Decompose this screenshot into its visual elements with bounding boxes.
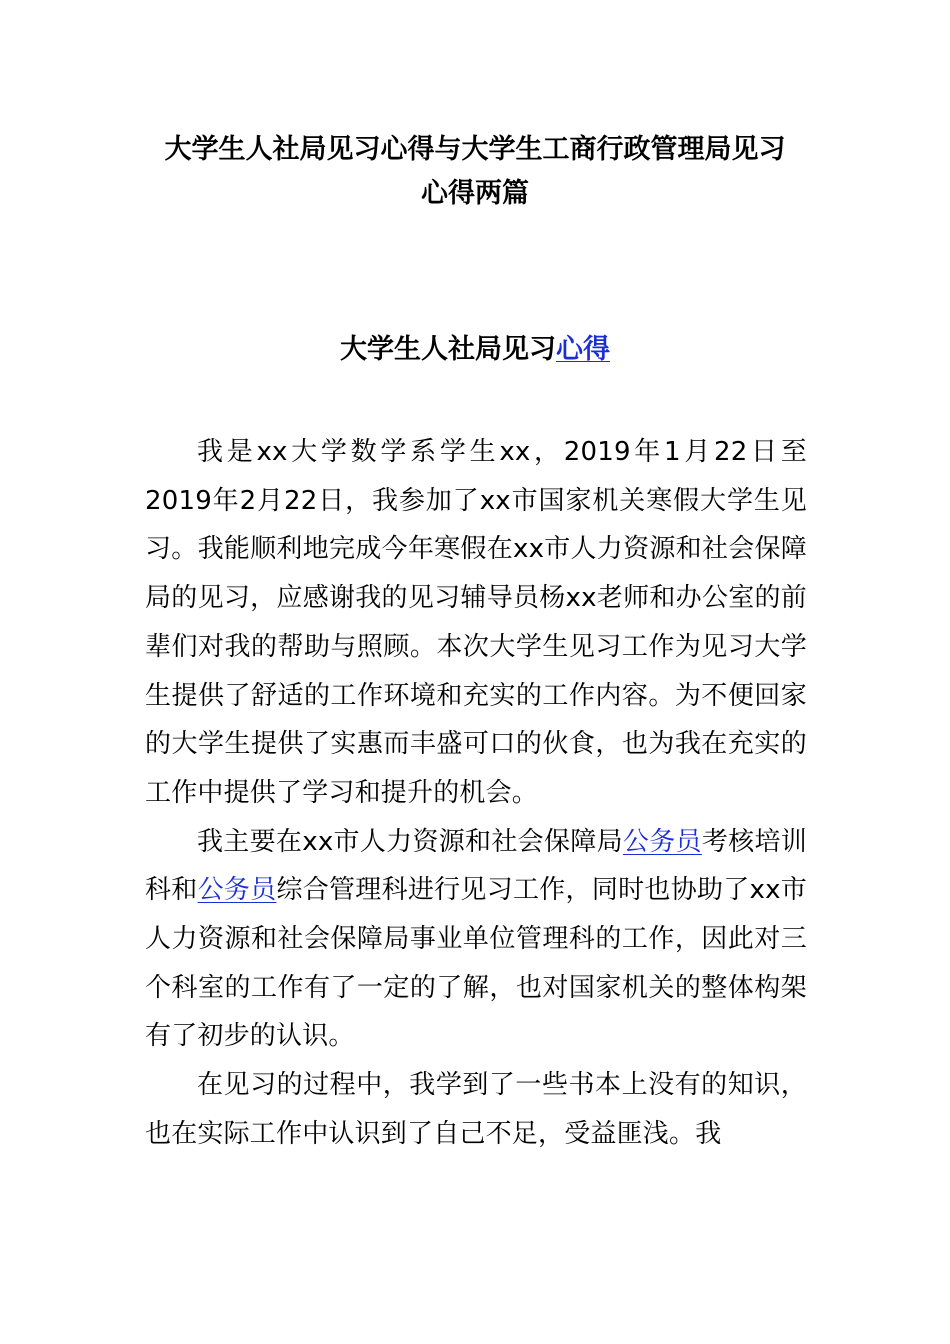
- section-heading-link[interactable]: 心得: [556, 334, 610, 365]
- document-title: [135, 128, 815, 216]
- civil-servant-link-2[interactable]: 公务员: [197, 875, 277, 906]
- section-heading-text: 大学生人社局见习: [340, 334, 556, 365]
- paragraph-2-text-3: 综合管理科进行见习工作，同时也协助了xx市人力资源和社会保障局事业单位管理科的工作，因此对三个科室的工作有了一定的了解，也对国家机关的整体构架有了初步的认识。: [145, 875, 807, 1052]
- paragraph-2-text-2: 考核培训科和: [145, 826, 807, 906]
- document-body: [145, 428, 807, 1159]
- paragraph-2: [145, 818, 807, 1062]
- document-title-line-1: 大学生人社局见习心得与大学生工商行政管理局见习: [164, 134, 786, 165]
- document-title-line-2: 心得两篇: [421, 178, 529, 209]
- paragraph-1: 我是xx大学数学系学生xx，2019年1月22日至2019年2月22日，我参加了xx市国家机关寒假大学生见习。我能顺利地完成今年寒假在xx市人力资源和社会保障局的见习，应感谢我的见习辅导员杨xx老师和办公室的前辈们对我的帮助与照顾。本次大学生见习工作为见习大学生提供了舒适的工作环境和充实的工作内容。为不便回家的大学生提供了实惠而丰盛可口的伙食，也为我在充实的工作中提供了学习和提升的机会。: [145, 437, 807, 808]
- civil-servant-link-1[interactable]: 公务员: [622, 826, 702, 857]
- section-heading: [145, 330, 805, 370]
- paragraph-2-text-1: 我主要在xx市人力资源和社会保障局: [197, 826, 623, 857]
- paragraph-3: 在见习的过程中，我学到了一些书本上没有的知识，也在实际工作中认识到了自己不足，受益匪浅。我: [145, 1070, 807, 1149]
